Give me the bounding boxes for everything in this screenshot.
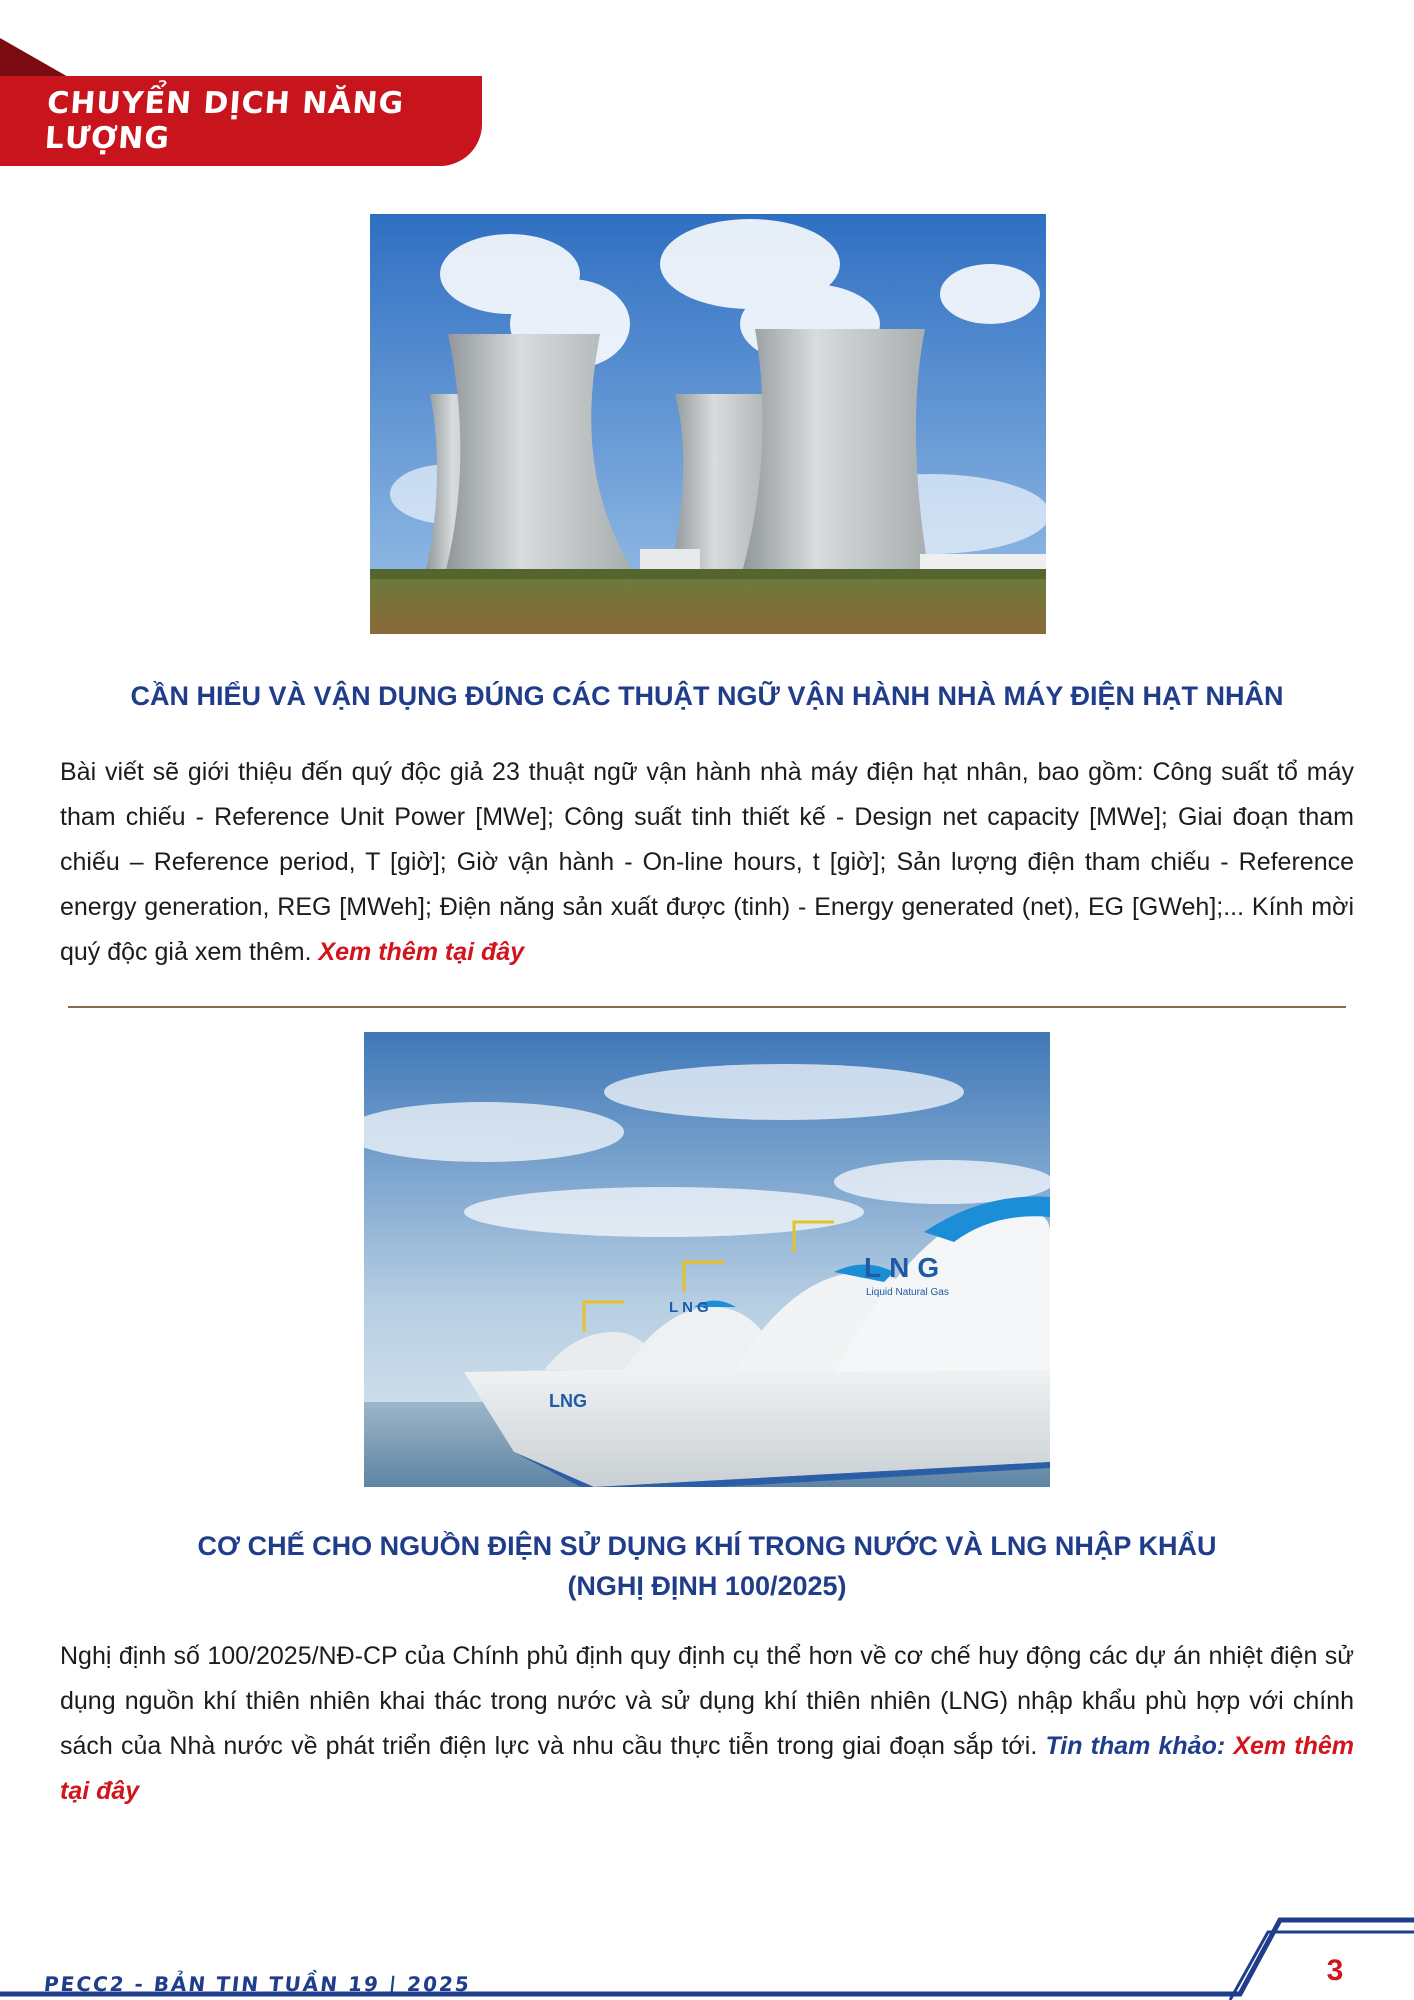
article-2-text: Nghị định số 100/2025/NĐ-CP của Chính phủ định quy định cụ thể hơn về cơ chế huy động các dự án nhiệt điện sử dụng nguồn khí thiên nhiên khai thác trong nước và sử dụng khí thiên nhiên (LNG) nhập khẩu phù hợp với chính sách của Nhà nước về phát triển điện lực và nhu cầu thực tiễn trong giai đoạn sắp tới.	[60, 1642, 1354, 1760]
article-2-read-more-link[interactable]: Xem thêm tại đây	[60, 1732, 1355, 1805]
article-2-reference-label: Tin tham khảo:	[1045, 1732, 1226, 1760]
section-divider	[68, 1006, 1346, 1008]
lng-hull-label: LNG	[549, 1391, 587, 1411]
lng-dome-sublabel: Liquid Natural Gas	[866, 1287, 949, 1298]
lng-small-dome-label: LNG	[669, 1299, 713, 1316]
article-2-body	[60, 1634, 1354, 1814]
nuclear-plant-photo	[370, 214, 1046, 634]
article-1-text: Bài viết sẽ giới thiệu đến quý độc giả 23 thuật ngữ vận hành nhà máy điện hạt nhân, bao gồm: Công suất tổ máy tham chiếu - Reference Unit Power [MWe]; Công suất tinh thiết kế - Design net capacity [MWe]; Giai đoạn tham chiếu – Reference period, T [giờ]; Giờ vận hành - On-line hours, t [giờ]; Sản lượng điện tham chiếu - Reference energy generation, REG [MWeh]; Điện năng sản xuất được (tinh) - Energy generated (net), EG [GWeh];... Kính mời quý độc giả xem thêm.	[60, 758, 1354, 966]
article-2-title	[60, 1526, 1354, 1606]
section-header	[0, 76, 482, 166]
header-ribbon-fold	[0, 38, 70, 78]
article-2-title-line-2: (NGHỊ ĐỊNH 100/2025)	[567, 1571, 847, 1601]
article-2-title-line-1: CƠ CHẾ CHO NGUỒN ĐIỆN SỬ DỤNG KHÍ TRONG NƯỚC VÀ LNG NHẬP KHẨU	[197, 1531, 1217, 1561]
article-1-read-more-link[interactable]: Xem thêm tại đây	[318, 938, 525, 966]
lng-ship-photo	[364, 1032, 1050, 1487]
article-1-title: CẦN HIỂU VÀ VẬN DỤNG ĐÚNG CÁC THUẬT NGỮ VẬN HÀNH NHÀ MÁY ĐIỆN HẠT NHÂN	[130, 681, 1284, 711]
page-number: 3	[1326, 1954, 1344, 1987]
lng-dome-label: LNG	[864, 1252, 948, 1283]
article-1-body	[60, 750, 1354, 975]
footer-newsletter-label: PECC2 - BẢN TIN TUẦN 19 | 2025	[42, 1972, 473, 1996]
section-title: CHUYỂN DỊCH NĂNG LƯỢNG	[43, 86, 406, 156]
